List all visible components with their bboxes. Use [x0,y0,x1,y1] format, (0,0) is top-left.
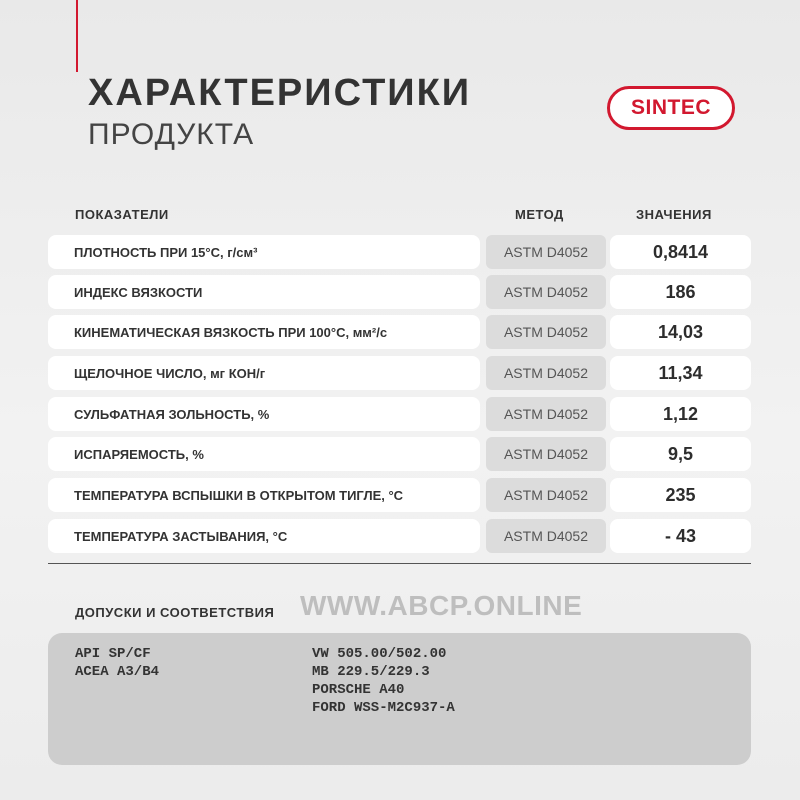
value-cell: - 43 [610,519,751,553]
approvals-list-left [75,645,159,681]
page-subtitle: ПРОДУКТА [88,118,255,151]
method-cell: ASTM D4052 [486,235,606,269]
indicator-name: ПЛОТНОСТЬ ПРИ 15°С, г/см³ [48,235,480,269]
approval-item: FORD WSS-M2C937-A [312,700,455,716]
value-cell: 11,34 [610,356,751,390]
value-cell: 1,12 [610,397,751,431]
watermark: WWW.ABCP.ONLINE [300,590,583,621]
column-header-value: ЗНАЧЕНИЯ [636,207,712,222]
approval-item: ACEA A3/B4 [75,664,160,680]
approval-item: PORSCHE A40 [312,682,405,698]
table-row [48,275,751,309]
sintec-logo [607,86,735,130]
logo-text: SINTEC [630,96,711,119]
accent-line [76,0,78,72]
value-cell: 14,03 [610,315,751,349]
table-row [48,397,751,431]
approval-item: API SP/CF [75,646,151,662]
method-cell: ASTM D4052 [486,315,606,349]
indicator-name: СУЛЬФАТНАЯ ЗОЛЬНОСТЬ, % [48,397,480,431]
table-row [48,519,751,553]
indicator-name: ТЕМПЕРАТУРА ЗАСТЫВАНИЯ, °С [48,519,480,553]
section-divider [48,563,751,564]
approval-item: MB 229.5/229.3 [312,664,430,680]
value-cell: 186 [610,275,751,309]
indicator-name: КИНЕМАТИЧЕСКАЯ ВЯЗКОСТЬ ПРИ 100°С, мм²/с [48,315,480,349]
table-row [48,315,751,349]
value-cell: 235 [610,478,751,512]
method-cell: ASTM D4052 [486,519,606,553]
method-cell: ASTM D4052 [486,478,606,512]
value-cell: 9,5 [610,437,751,471]
table-row [48,478,751,512]
method-cell: ASTM D4052 [486,356,606,390]
indicator-name: ИНДЕКС ВЯЗКОСТИ [48,275,480,309]
page-title: ХАРАКТЕРИСТИКИ [88,72,472,114]
method-cell: ASTM D4052 [486,275,606,309]
approvals-title: ДОПУСКИ И СООТВЕТСТВИЯ [75,605,275,620]
approvals-list-right [312,645,455,717]
table-row [48,235,751,269]
method-cell: ASTM D4052 [486,437,606,471]
indicator-name: ИСПАРЯЕМОСТЬ, % [48,437,480,471]
column-header-method: МЕТОД [515,207,564,222]
indicator-name: ТЕМПЕРАТУРА ВСПЫШКИ В ОТКРЫТОМ ТИГЛЕ, °С [48,478,480,512]
table-row [48,356,751,390]
method-cell: ASTM D4052 [486,397,606,431]
value-cell: 0,8414 [610,235,751,269]
column-header-indicator: ПОКАЗАТЕЛИ [75,207,169,222]
approval-item: VW 505.00/502.00 [312,646,447,662]
table-row [48,437,751,471]
indicator-name: ЩЕЛОЧНОЕ ЧИСЛО, мг КОН/г [48,356,480,390]
